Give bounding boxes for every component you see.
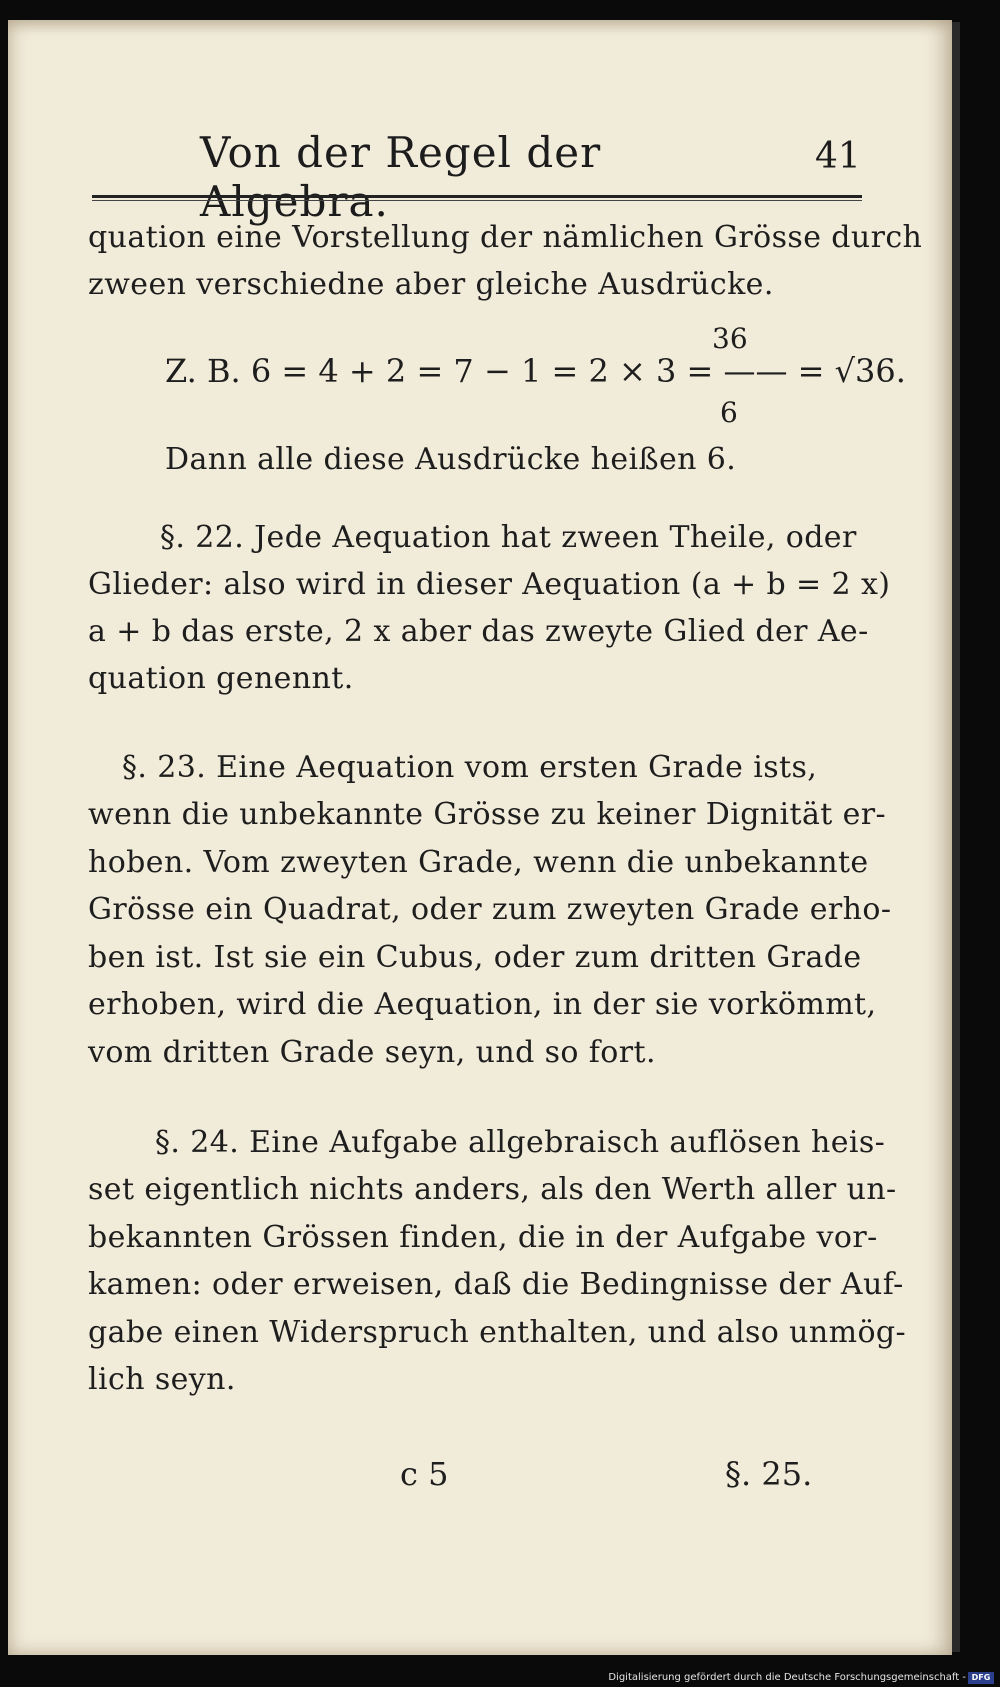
- body-line: a + b das erste, 2 x aber das zweyte Glied der Ae-: [88, 614, 869, 649]
- catchword: §. 25.: [725, 1455, 813, 1493]
- page-fore-edge: [952, 22, 960, 1652]
- fraction-numerator: 36: [712, 322, 748, 355]
- paragraph-23-line: §. 23. Eine Aequation vom ersten Grade ists,: [122, 750, 818, 785]
- body-line: vom dritten Grade seyn, und so fort.: [88, 1035, 656, 1070]
- header-rule: [92, 195, 862, 198]
- running-head-title: Von der Regel der Algebra.: [200, 128, 602, 226]
- body-line: Grösse ein Quadrat, oder zum zweyten Grade erho-: [88, 892, 892, 927]
- body-line: lich seyn.: [88, 1362, 236, 1397]
- digitization-credit: Digitalisierung gefördert durch die Deutsche Forschungsgemeinschaft -: [608, 1672, 966, 1683]
- paragraph-24-line: §. 24. Eine Aufgabe allgebraisch auflösen heis-: [155, 1125, 886, 1160]
- body-line: ben ist. Ist sie ein Cubus, oder zum dritten Grade: [88, 940, 862, 975]
- body-line: zween verschiedne aber gleiche Ausdrücke.: [88, 267, 774, 302]
- body-line: hoben. Vom zweyten Grade, wenn die unbekannte: [88, 845, 869, 880]
- body-line: kamen: oder erweisen, daß die Bedingnisse der Auf-: [88, 1267, 904, 1302]
- body-line: wenn die unbekannte Grösse zu keiner Dignität er-: [88, 797, 887, 832]
- equation-line: Z. B. 6 = 4 + 2 = 7 − 1 = 2 × 3 = —— = √36.: [165, 352, 906, 390]
- body-line: quation genennt.: [88, 661, 354, 696]
- body-line: erhoben, wird die Aequation, in der sie vorkömmt,: [88, 987, 877, 1022]
- dfg-logo: DFG: [968, 1672, 994, 1684]
- body-line: Glieder: also wird in dieser Aequation (a + b = 2 x): [88, 567, 891, 602]
- fraction-denominator: 6: [720, 396, 738, 429]
- body-line: bekannten Grössen finden, die in der Aufgabe vor-: [88, 1220, 878, 1255]
- header-rule-thin: [92, 200, 862, 201]
- page-number: 41: [815, 136, 861, 177]
- body-line: gabe einen Widerspruch enthalten, und also unmög-: [88, 1315, 907, 1350]
- body-line: set eigentlich nichts anders, als den Werth aller un-: [88, 1172, 897, 1207]
- body-line: Dann alle diese Ausdrücke heißen 6.: [165, 442, 737, 477]
- signature-mark: c 5: [400, 1455, 449, 1493]
- body-line: quation eine Vorstellung der nämlichen Grösse durch: [88, 220, 923, 255]
- paragraph-22-line: §. 22. Jede Aequation hat zween Theile, oder: [160, 520, 857, 555]
